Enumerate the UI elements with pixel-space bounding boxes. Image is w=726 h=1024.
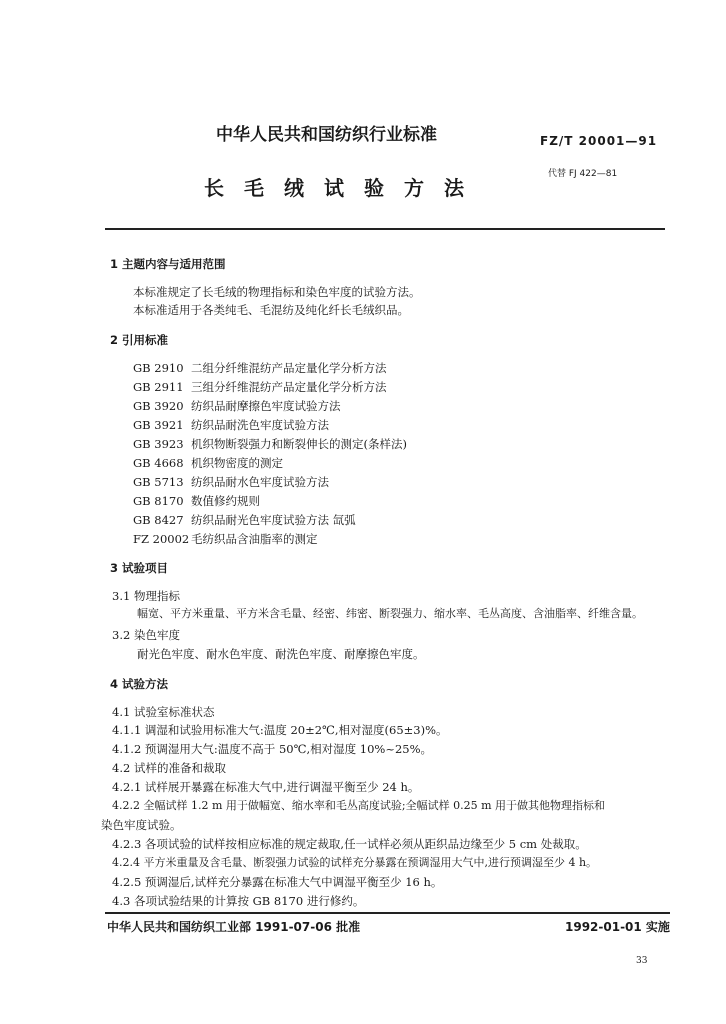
section-2-heading: 2 引用标准: [110, 333, 169, 347]
clause-4-1: 4.1 试验室标准状态: [112, 705, 215, 719]
clause-4-2-2-continued: 染色牢度试验。: [101, 818, 182, 832]
reference-item: [133, 512, 356, 528]
section-1-paragraph: 本标准适用于各类纯毛、毛混纺及纯化纤长毛绒织品。: [133, 303, 409, 317]
clause-4-1-2: 4.1.2 预调湿用大气:温度不高于 50℃,相对湿度 10%~25%。: [112, 742, 433, 756]
reference-title: 纺织品耐洗色牢度试验方法: [191, 418, 329, 432]
reference-item: [133, 398, 341, 414]
clause-4-1-1: 4.1.1 调湿和试验用标准大气:温度 20±2℃,相对湿度(65±3)%。: [112, 723, 448, 737]
document-title: 长毛绒试验方法: [204, 176, 484, 200]
page-number: 33: [636, 956, 648, 966]
reference-code: GB 3920: [133, 399, 184, 413]
section-1-heading: 1 主题内容与适用范围: [110, 257, 226, 271]
effective-date: 1992-01-01 实施: [565, 920, 670, 934]
section-4-heading: 4 试验方法: [110, 677, 169, 691]
reference-code: GB 2910: [133, 361, 184, 375]
reference-title: 纺织品耐水色牢度试验方法: [191, 475, 329, 489]
reference-item: [133, 493, 260, 509]
clause-4-2-2: 4.2.2 全幅试样 1.2 m 用于做幅宽、缩水率和毛丛高度试验;全幅试样 0.25 m 用于做其他物理指标和: [112, 799, 606, 812]
reference-code: GB 2911: [133, 380, 184, 394]
reference-code: GB 8170: [133, 494, 184, 508]
reference-title: 纺织品耐光色牢度试验方法 氙弧: [191, 513, 356, 527]
reference-item: [133, 474, 329, 490]
section-3-heading: 3 试验项目: [110, 561, 169, 575]
reference-code: GB 3923: [133, 437, 184, 451]
clause-4-2: 4.2 试样的准备和裁取: [112, 761, 226, 775]
section-1-paragraph: 本标准规定了长毛绒的物理指标和染色牢度的试验方法。: [133, 285, 421, 299]
clause-4-2-4: 4.2.4 平方米重量及含毛量、断裂强力试验的试样充分暴露在预调湿用大气中,进行预调湿至少 4 h。: [112, 856, 598, 869]
reference-code: GB 4668: [133, 456, 184, 470]
reference-title: 数值修约规则: [191, 494, 260, 508]
reference-title: 纺织品耐摩擦色牢度试验方法: [191, 399, 341, 413]
clause-4-2-5: 4.2.5 预调湿后,试样充分暴露在标准大气中调湿平衡至少 16 h。: [112, 875, 443, 889]
replaces-note: 代替 FJ 422—81: [548, 169, 618, 179]
reference-code: FZ 20002: [133, 532, 190, 546]
reference-item: [133, 417, 329, 433]
header-rule: [105, 228, 665, 230]
clause-4-2-3: 4.2.3 各项试验的试样按相应标准的规定裁取,任一试样必须从距织品边缘至少 5 cm 处裁取。: [112, 837, 587, 851]
reference-code: GB 8427: [133, 513, 184, 527]
footer-rule: [105, 912, 670, 914]
subsection-3-1-heading: 3.1 物理指标: [112, 589, 180, 603]
subsection-3-2-heading: 3.2 染色牢度: [112, 628, 180, 642]
reference-code: GB 3921: [133, 418, 184, 432]
color-fastness-text: 耐光色牢度、耐水色牢度、耐洗色牢度、耐摩擦色牢度。: [137, 647, 425, 661]
standard-number: FZ/T 20001—91: [540, 134, 658, 148]
reference-title: 机织物断裂强力和断裂伸长的测定(条样法): [191, 437, 407, 451]
approval-note: 中华人民共和国纺织工业部 1991-07-06 批准: [107, 920, 361, 934]
clause-4-3: 4.3 各项试验结果的计算按 GB 8170 进行修约。: [112, 894, 365, 908]
physical-indicators-text: 幅宽、平方米重量、平方米含毛量、经密、纬密、断裂强力、缩水率、毛丛高度、含油脂率、纤维含量。: [137, 607, 643, 620]
reference-code: GB 5713: [133, 475, 184, 489]
reference-title: 三组分纤维混纺产品定量化学分析方法: [191, 380, 387, 394]
reference-title: 毛纺织品含油脂率的测定: [191, 532, 318, 546]
clause-4-2-1: 4.2.1 试样展开暴露在标准大气中,进行调湿平衡至少 24 h。: [112, 780, 420, 794]
reference-title: 机织物密度的测定: [191, 456, 283, 470]
issuing-body-title: 中华人民共和国纺织行业标准: [216, 125, 437, 145]
reference-item: [133, 531, 318, 547]
reference-item: [133, 379, 387, 395]
reference-item: [133, 360, 387, 376]
reference-item: [133, 436, 407, 452]
reference-title: 二组分纤维混纺产品定量化学分析方法: [191, 361, 387, 375]
reference-item: [133, 455, 283, 471]
